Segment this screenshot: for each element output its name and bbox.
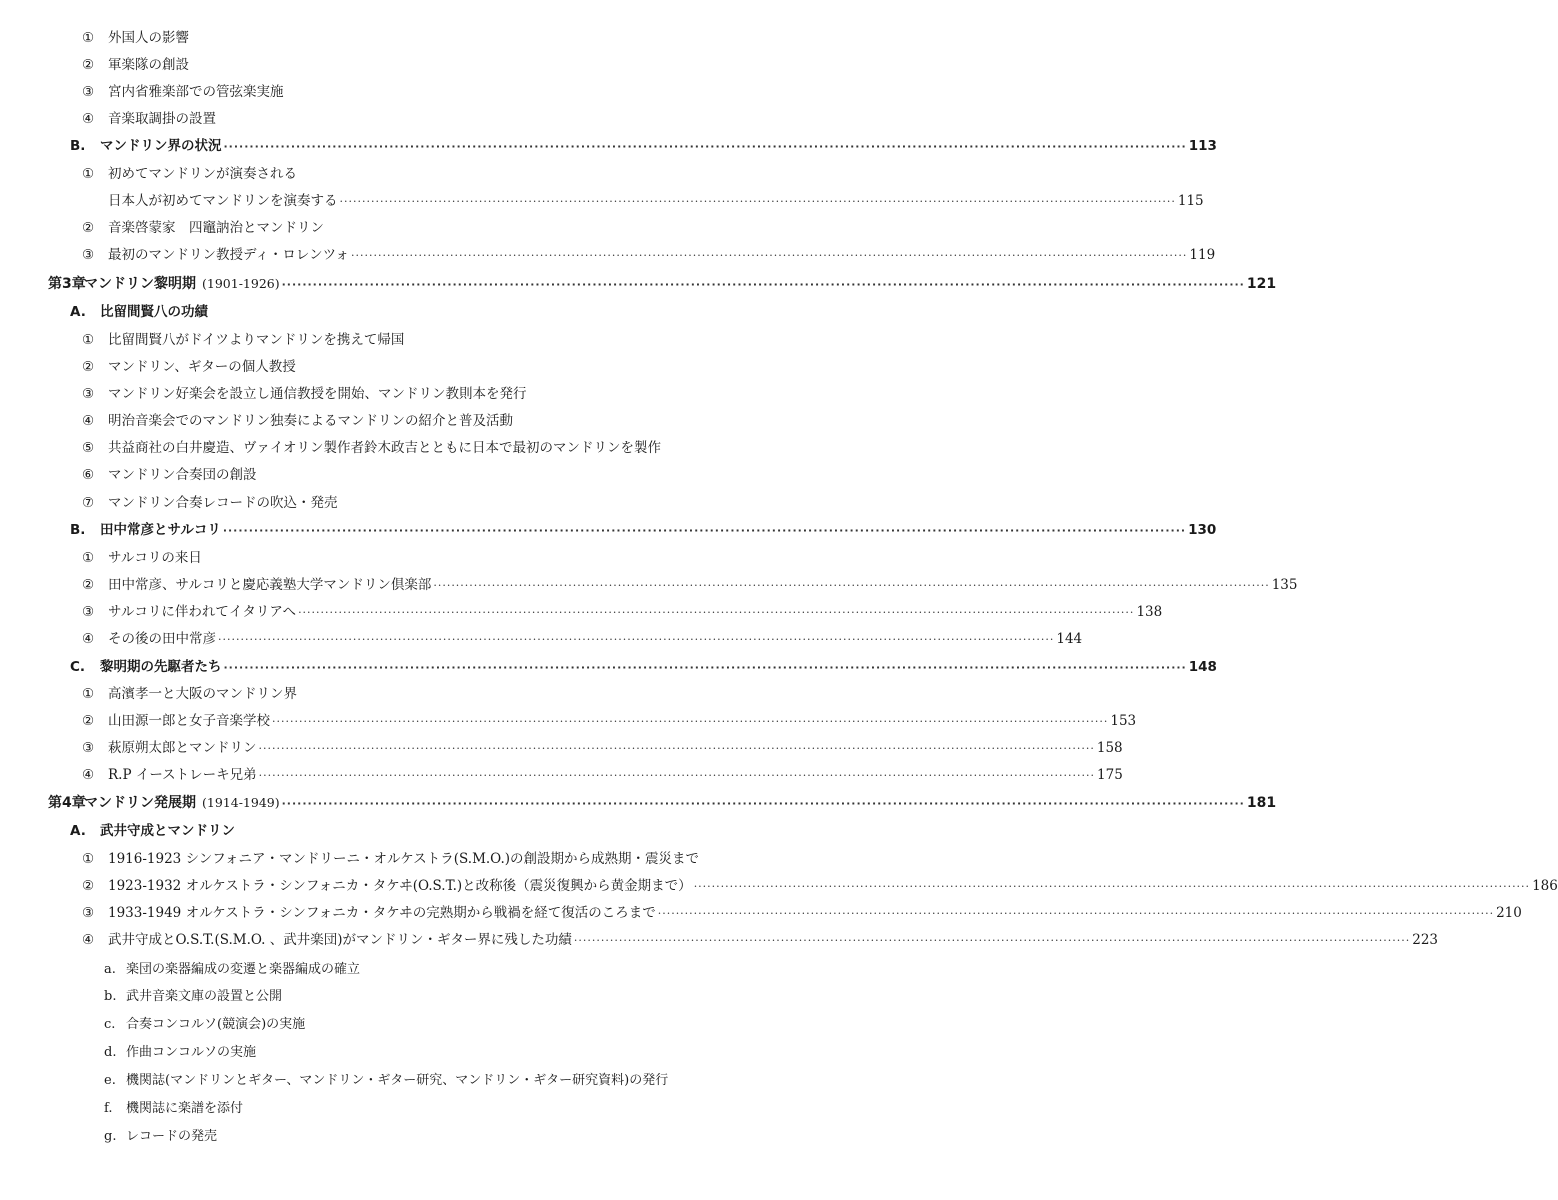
toc-title: 音楽取調掛の設置: [108, 111, 216, 127]
toc-marker: a.: [104, 962, 116, 977]
toc-title: マンドリン界の状況: [100, 138, 222, 154]
toc-marker: C.: [70, 659, 86, 675]
toc-item: [82, 846, 699, 872]
toc-title: 萩原朔太郎とマンドリン: [108, 740, 257, 756]
toc-marker: ⑥: [82, 467, 95, 483]
toc-marker: ①: [82, 851, 95, 867]
toc-marker: ③: [82, 386, 95, 402]
toc-title: 田中常彦、サルコリと慶応義塾大学マンドリン倶楽部: [108, 577, 432, 593]
toc-title: 初めてマンドリンが演奏される: [108, 166, 297, 182]
toc-item: [82, 106, 216, 132]
toc-marker: d.: [104, 1045, 117, 1060]
toc-marker: c.: [104, 1017, 116, 1032]
toc-section: [70, 299, 208, 325]
toc-title: R.P イーストレーキ兄弟: [108, 767, 257, 783]
dot-leader: [351, 243, 1187, 269]
toc-title: マンドリン、ギターの個人教授: [108, 359, 296, 375]
dot-leader: [282, 791, 1245, 817]
toc-title: 機関誌に楽譜を添付: [126, 1101, 244, 1116]
toc-title: 楽団の楽器編成の変遷と楽器編成の確立: [126, 962, 361, 977]
toc-subitem: [104, 1096, 243, 1122]
toc-marker: ②: [82, 359, 95, 375]
toc-item: [82, 161, 297, 187]
toc-title: 高濱孝一と大阪のマンドリン界: [108, 686, 297, 702]
toc-title: マンドリン発展期: [84, 795, 196, 811]
toc-title: 音楽啓蒙家 四竈訥治とマンドリン: [108, 220, 324, 236]
toc-item: [82, 354, 296, 380]
toc-item: [82, 490, 338, 516]
toc-section: [70, 517, 1217, 543]
toc-item: [82, 762, 1123, 788]
toc-marker: ①: [82, 332, 95, 348]
toc-marker: ④: [82, 932, 95, 948]
toc-marker: ③: [82, 905, 95, 921]
toc-title: 1923-1932 オルケストラ・シンフォニカ・タケヰ(O.S.T.)と改称後（震災復興から黄金期まで）: [108, 878, 692, 894]
toc-title: 武井守成とO.S.T.(S.M.O. 、武井楽団)がマンドリン・ギター界に残した功績: [108, 932, 572, 948]
toc-marker: f.: [104, 1101, 113, 1116]
toc-marker: ④: [82, 631, 95, 647]
toc-item: [82, 873, 1558, 899]
page-number: 148: [1188, 659, 1217, 675]
toc-title: サルコリに伴われてイタリアへ: [108, 604, 297, 620]
toc-item: [82, 242, 1216, 268]
toc-item: [82, 25, 189, 51]
toc-subitem: [104, 1068, 668, 1094]
toc-marker: B.: [70, 522, 86, 538]
page-number: 223: [1412, 932, 1439, 948]
toc-title: その後の田中常彦: [108, 631, 216, 647]
toc-item: [82, 462, 257, 488]
toc-marker: ①: [82, 30, 95, 46]
toc-title: 武井音楽文庫の設置と公開: [126, 989, 283, 1004]
dot-leader: [223, 518, 1186, 544]
page-number: 175: [1097, 767, 1123, 783]
dot-leader: [433, 573, 1269, 599]
page-number: 181: [1246, 795, 1277, 811]
toc-title: 比留間賢八がドイツよりマンドリンを携えて帰国: [108, 332, 405, 348]
toc-marker: ①: [82, 550, 95, 566]
page-number: 158: [1096, 740, 1123, 756]
toc-marker: A.: [70, 823, 86, 839]
toc-title: 機関誌(マンドリンとギター、マンドリン・ギター研究、マンドリン・ギター研究資料)の発行: [126, 1073, 669, 1088]
toc-marker: b.: [104, 989, 117, 1004]
toc-subitem: [104, 957, 360, 983]
toc-title: 田中常彦とサルコリ: [100, 522, 221, 538]
dot-leader: [259, 763, 1095, 789]
toc-subitem: [104, 1124, 217, 1150]
page-number: 186: [1532, 878, 1558, 894]
toc-title: 1916-1923 シンフォニア・マンドリーニ・オルケストラ(S.M.O.)の創設期から成熟期・震災まで: [108, 851, 700, 867]
dot-leader: [658, 901, 1494, 927]
toc-section: [70, 133, 1217, 159]
toc-marker: B.: [70, 138, 86, 154]
toc-title: 宮内省雅楽部での管弦楽実施: [108, 84, 284, 100]
page-number: 130: [1188, 522, 1217, 538]
dot-leader: [224, 134, 1187, 160]
toc-marker: ④: [82, 767, 95, 783]
toc-title: マンドリン合奏団の創設: [108, 467, 257, 483]
toc-marker: ③: [82, 247, 95, 263]
toc-item: [82, 626, 1083, 652]
toc-title: レコードの発売: [126, 1129, 218, 1144]
toc-marker: ②: [82, 220, 95, 236]
toc-title: 明治音楽会でのマンドリン独奏によるマンドリンの紹介と普及活動: [108, 413, 513, 429]
toc-marker: ①: [82, 686, 95, 702]
page-number: 115: [1177, 193, 1204, 209]
toc-marker: e.: [104, 1073, 116, 1088]
toc-marker: ③: [82, 84, 95, 100]
toc-item: [82, 900, 1522, 926]
page-number: 113: [1188, 138, 1217, 154]
dot-leader: [259, 736, 1095, 762]
page-number: 135: [1271, 577, 1298, 593]
toc-item: [82, 327, 404, 353]
toc-marker: A.: [70, 304, 86, 320]
toc-title: 共益商社の白井慶造、ヴァイオリン製作者鈴木政吉とともに日本で最初のマンドリンを製作: [108, 440, 661, 456]
toc-title: 1933-1949 オルケストラ・シンフォニカ・タケヰの完熟期から戦禍を経て復活のころまで: [108, 905, 656, 921]
toc-title: 外国人の影響: [108, 30, 189, 46]
toc-item: [82, 79, 284, 105]
toc-chapter: [48, 790, 1277, 816]
dot-leader: [340, 189, 1176, 215]
chapter-period: (1914-1949): [202, 795, 280, 810]
toc-marker: ⑦: [82, 495, 95, 511]
toc-marker: ③: [82, 604, 95, 620]
toc-item: [82, 927, 1439, 953]
toc-item: [82, 708, 1137, 734]
toc-subitem: [104, 1012, 305, 1038]
dot-leader: [218, 627, 1054, 653]
toc-title: 比留間賢八の功績: [100, 304, 208, 320]
toc-item: [82, 435, 661, 461]
toc-item: [82, 215, 324, 241]
toc-item: [82, 381, 527, 407]
toc-item: [82, 188, 1204, 214]
toc-title: 合奏コンコルソ(競演会)の実施: [126, 1017, 306, 1032]
toc-marker: ①: [82, 166, 95, 182]
dot-leader: [282, 272, 1245, 298]
dot-leader: [272, 709, 1108, 735]
toc-section: [70, 818, 235, 844]
dot-leader: [224, 655, 1187, 681]
toc-title: 軍楽隊の創設: [108, 57, 189, 73]
dot-leader: [298, 600, 1134, 626]
page-number: 119: [1189, 247, 1216, 263]
toc-subitem: [104, 984, 282, 1010]
toc-item: [82, 572, 1298, 598]
toc-title: 最初のマンドリン教授ディ・ロレンツォ: [108, 247, 350, 263]
toc-section: [70, 654, 1217, 680]
dot-leader: [574, 928, 1410, 954]
toc-chapter: [48, 271, 1277, 297]
toc-title: マンドリン好楽会を設立し通信教授を開始、マンドリン教則本を発行: [108, 386, 527, 402]
toc-title: 山田源一郎と女子音楽学校: [108, 713, 270, 729]
toc-subitem: [104, 1040, 256, 1066]
toc-marker: 第3章: [48, 276, 86, 292]
toc-item: [82, 599, 1163, 625]
toc-title: マンドリン合奏レコードの吹込・発売: [108, 495, 338, 511]
toc-title: マンドリン黎明期: [84, 276, 196, 292]
toc-marker: ④: [82, 413, 95, 429]
toc-marker: 第4章: [48, 795, 86, 811]
toc-item: [82, 52, 189, 78]
toc-item: [82, 545, 202, 571]
page-number: 210: [1496, 905, 1522, 921]
toc-item: [82, 681, 297, 707]
toc-item: [82, 735, 1123, 761]
toc-marker: ②: [82, 57, 95, 73]
toc-marker: ⑤: [82, 440, 95, 456]
toc-marker: g.: [104, 1129, 117, 1144]
toc-marker: ②: [82, 878, 95, 894]
chapter-period: (1901-1926): [202, 276, 280, 291]
toc-item: [82, 408, 513, 434]
toc-title: サルコリの来日: [108, 550, 202, 566]
toc-title: 黎明期の先駆者たち: [100, 659, 222, 675]
toc-title: 武井守成とマンドリン: [100, 823, 235, 839]
toc-title: 作曲コンコルソの実施: [126, 1045, 257, 1060]
toc-marker: ②: [82, 577, 95, 593]
page-number: 144: [1056, 631, 1083, 647]
dot-leader: [694, 874, 1530, 900]
page-number: 121: [1246, 276, 1277, 292]
toc-marker: ③: [82, 740, 95, 756]
page-number: 153: [1110, 713, 1137, 729]
toc-title: 日本人が初めてマンドリンを演奏する: [108, 193, 338, 209]
toc-marker: ②: [82, 713, 95, 729]
page-number: 138: [1136, 604, 1163, 620]
toc-marker: ④: [82, 111, 95, 127]
